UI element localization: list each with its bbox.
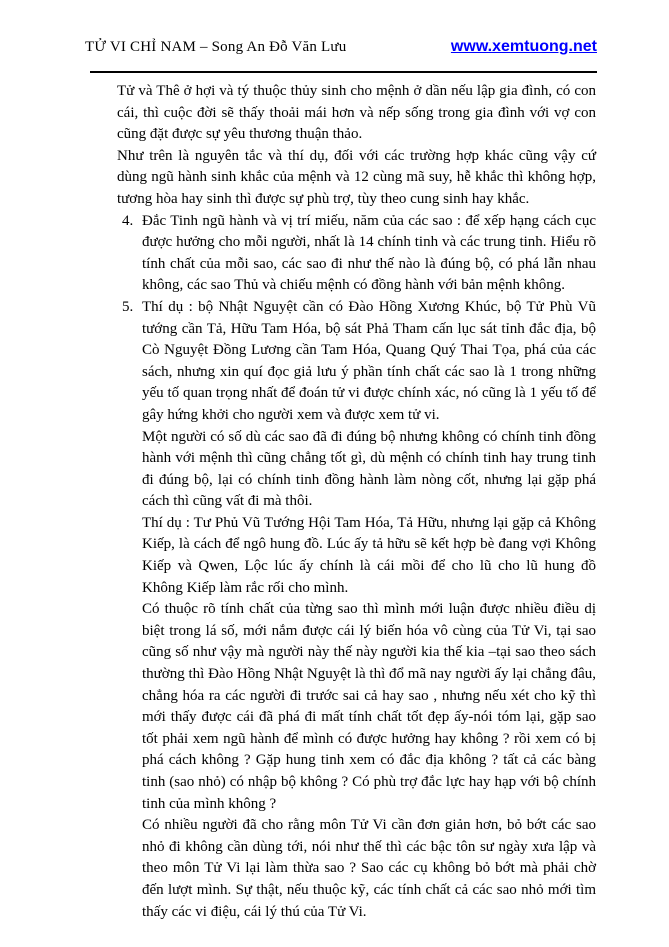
intro-paragraph: Như trên là nguyên tắc và thí dụ, đối với các trường hợp khác cũng vậy cứ dùng ngũ hành sinh khắc của mệnh và 12 cùng mã suy, hễ khắc thì không hợp, tương hòa hay sinh thì được sự phù trợ, tùy theo cung sinh hay khắc. — [117, 147, 596, 207]
item-paragraph: Có nhiều người đã cho rằng môn Tử Vi cần đơn giản hơn, bỏ bớt các sao nhỏ đi không cần dùng tới, nói như thế thì các bậc tôn sư ngày xưa lập và theo môn Tử Vi lại làm thừa sao ? Sao các cụ không bỏ bớt mà phải chờ đến lượt mình. Sự thật, nếu thuộc kỹ, các tính chất cả các sao nhỏ mới tìm thấy các vi điệu, cái lý thú của Tử Vi. — [142, 817, 596, 920]
list-number: 4. — [122, 212, 134, 229]
item-paragraph: Một người có số dù các sao đã đi đúng bộ nhưng không có chính tinh đồng hành với mệnh thì cũng chẳng tốt gì, dù mệnh có chính tinh hay trung tinh đi đúng bộ, lại có chính tinh đồng hành làm nòng cốt, nhưng lại gặp phá cách thì cũng vất đi mà thôi. — [142, 428, 596, 510]
website-link[interactable]: www.xemtuong.net — [450, 38, 597, 55]
numbered-item-5 — [117, 297, 596, 923]
header-divider — [90, 71, 597, 73]
item-paragraph: Thí dụ : bộ Nhật Nguyệt cần có Đào Hồng Xương Khúc, bộ Tử Phù Vũ tướng cần Tả, Hữu Tam Hóa, bộ sát Phả Tham cấn lục sát tỉnh đắc địa, bộ Cò Nguyệt Đồng Lương cần Tam Hóa, Quang Quý Thai Tọa, phá của các sách, nhưng xin quí đọc giả lưu ý phần tính chất các sao là 1 trong những yếu tố quan trọng nhất để đoán tử vi được chính xác, nó cũng là 1 yếu tố để gây hứng khởi cho người xem và được xem tử vi. — [142, 298, 596, 423]
document-title: TỬ VI CHỈ NAM – Song An Đỗ Văn Lưu — [85, 39, 347, 55]
document-body — [117, 81, 596, 923]
item-paragraph: Có thuộc rõ tính chất của từng sao thì mình mới luận được nhiều điều dị biệt trong lá số, mới nắm được cái lý biến hóa vô cùng của Tử Vi, tại sao cũng số như vậy mà người này thế này người kia thế kia –tại sao theo sách thường thì Đào Hồng Nhật Nguyệt là thì đổ mã nay người ấy lại chẳng đâu, chẳng hóa ra các người đi trước sai cả hay sao , nhưng nếu xét cho kỹ thì mới thấy được cái đã phá đi mất tính chất tốt đẹp ấy-nói tóm lại, gặp sao tốt phải xem ngũ hành để mình có được hưởng hay không ? rồi xem có bị phá cách không ? Gặp hung tinh xem có đắc địa không ? tất cả các bàng tinh (sao nhỏ) có nhập bộ không ? Có phù trợ đắc lực hay hạp với bộ chính tinh của mình không ? — [142, 601, 596, 812]
list-number: 5. — [122, 298, 134, 315]
item-paragraph: Thí dụ : Tư Phủ Vũ Tướng Hội Tam Hóa, Tả Hữu, nhưng lại gặp cả Không Kiếp, là cách để ngô hung đồ. Lúc ấy tả hữu sẽ kết hợp bè đang vợi Không Kiếp và Qwen, Lộc lúc ấy chính là cái mồi để cho lũ cho lũ hung đồ Không Kiếp làm rắc rối cho mình. — [142, 514, 596, 596]
numbered-item-4 — [117, 211, 596, 297]
page-header — [85, 38, 597, 56]
intro-paragraph: Tử và Thê ở hợi và tý thuộc thủy sinh cho mệnh ở dần nếu lập gia đình, có con cái, thì cuộc đời sẽ thấy thoải mái hơn và nếp sống trong gia đình với vợ con cũng đặt được sự yêu thương thuận thảo. — [117, 83, 596, 143]
item-paragraph: Đắc Tinh ngũ hành và vị trí miếu, năm của các sao : để xếp hạng cách cục được hưởng cho mỗi người, nhất là 14 chính tinh và các trung tinh. Hiểu rõ tính chất của mỗi sao, các sao đi như thế nào là đúng bộ, có phá lẫn nhau không, các sao Thủ và chiếu mệnh có đồng hành với bản mệnh không. — [142, 212, 596, 294]
